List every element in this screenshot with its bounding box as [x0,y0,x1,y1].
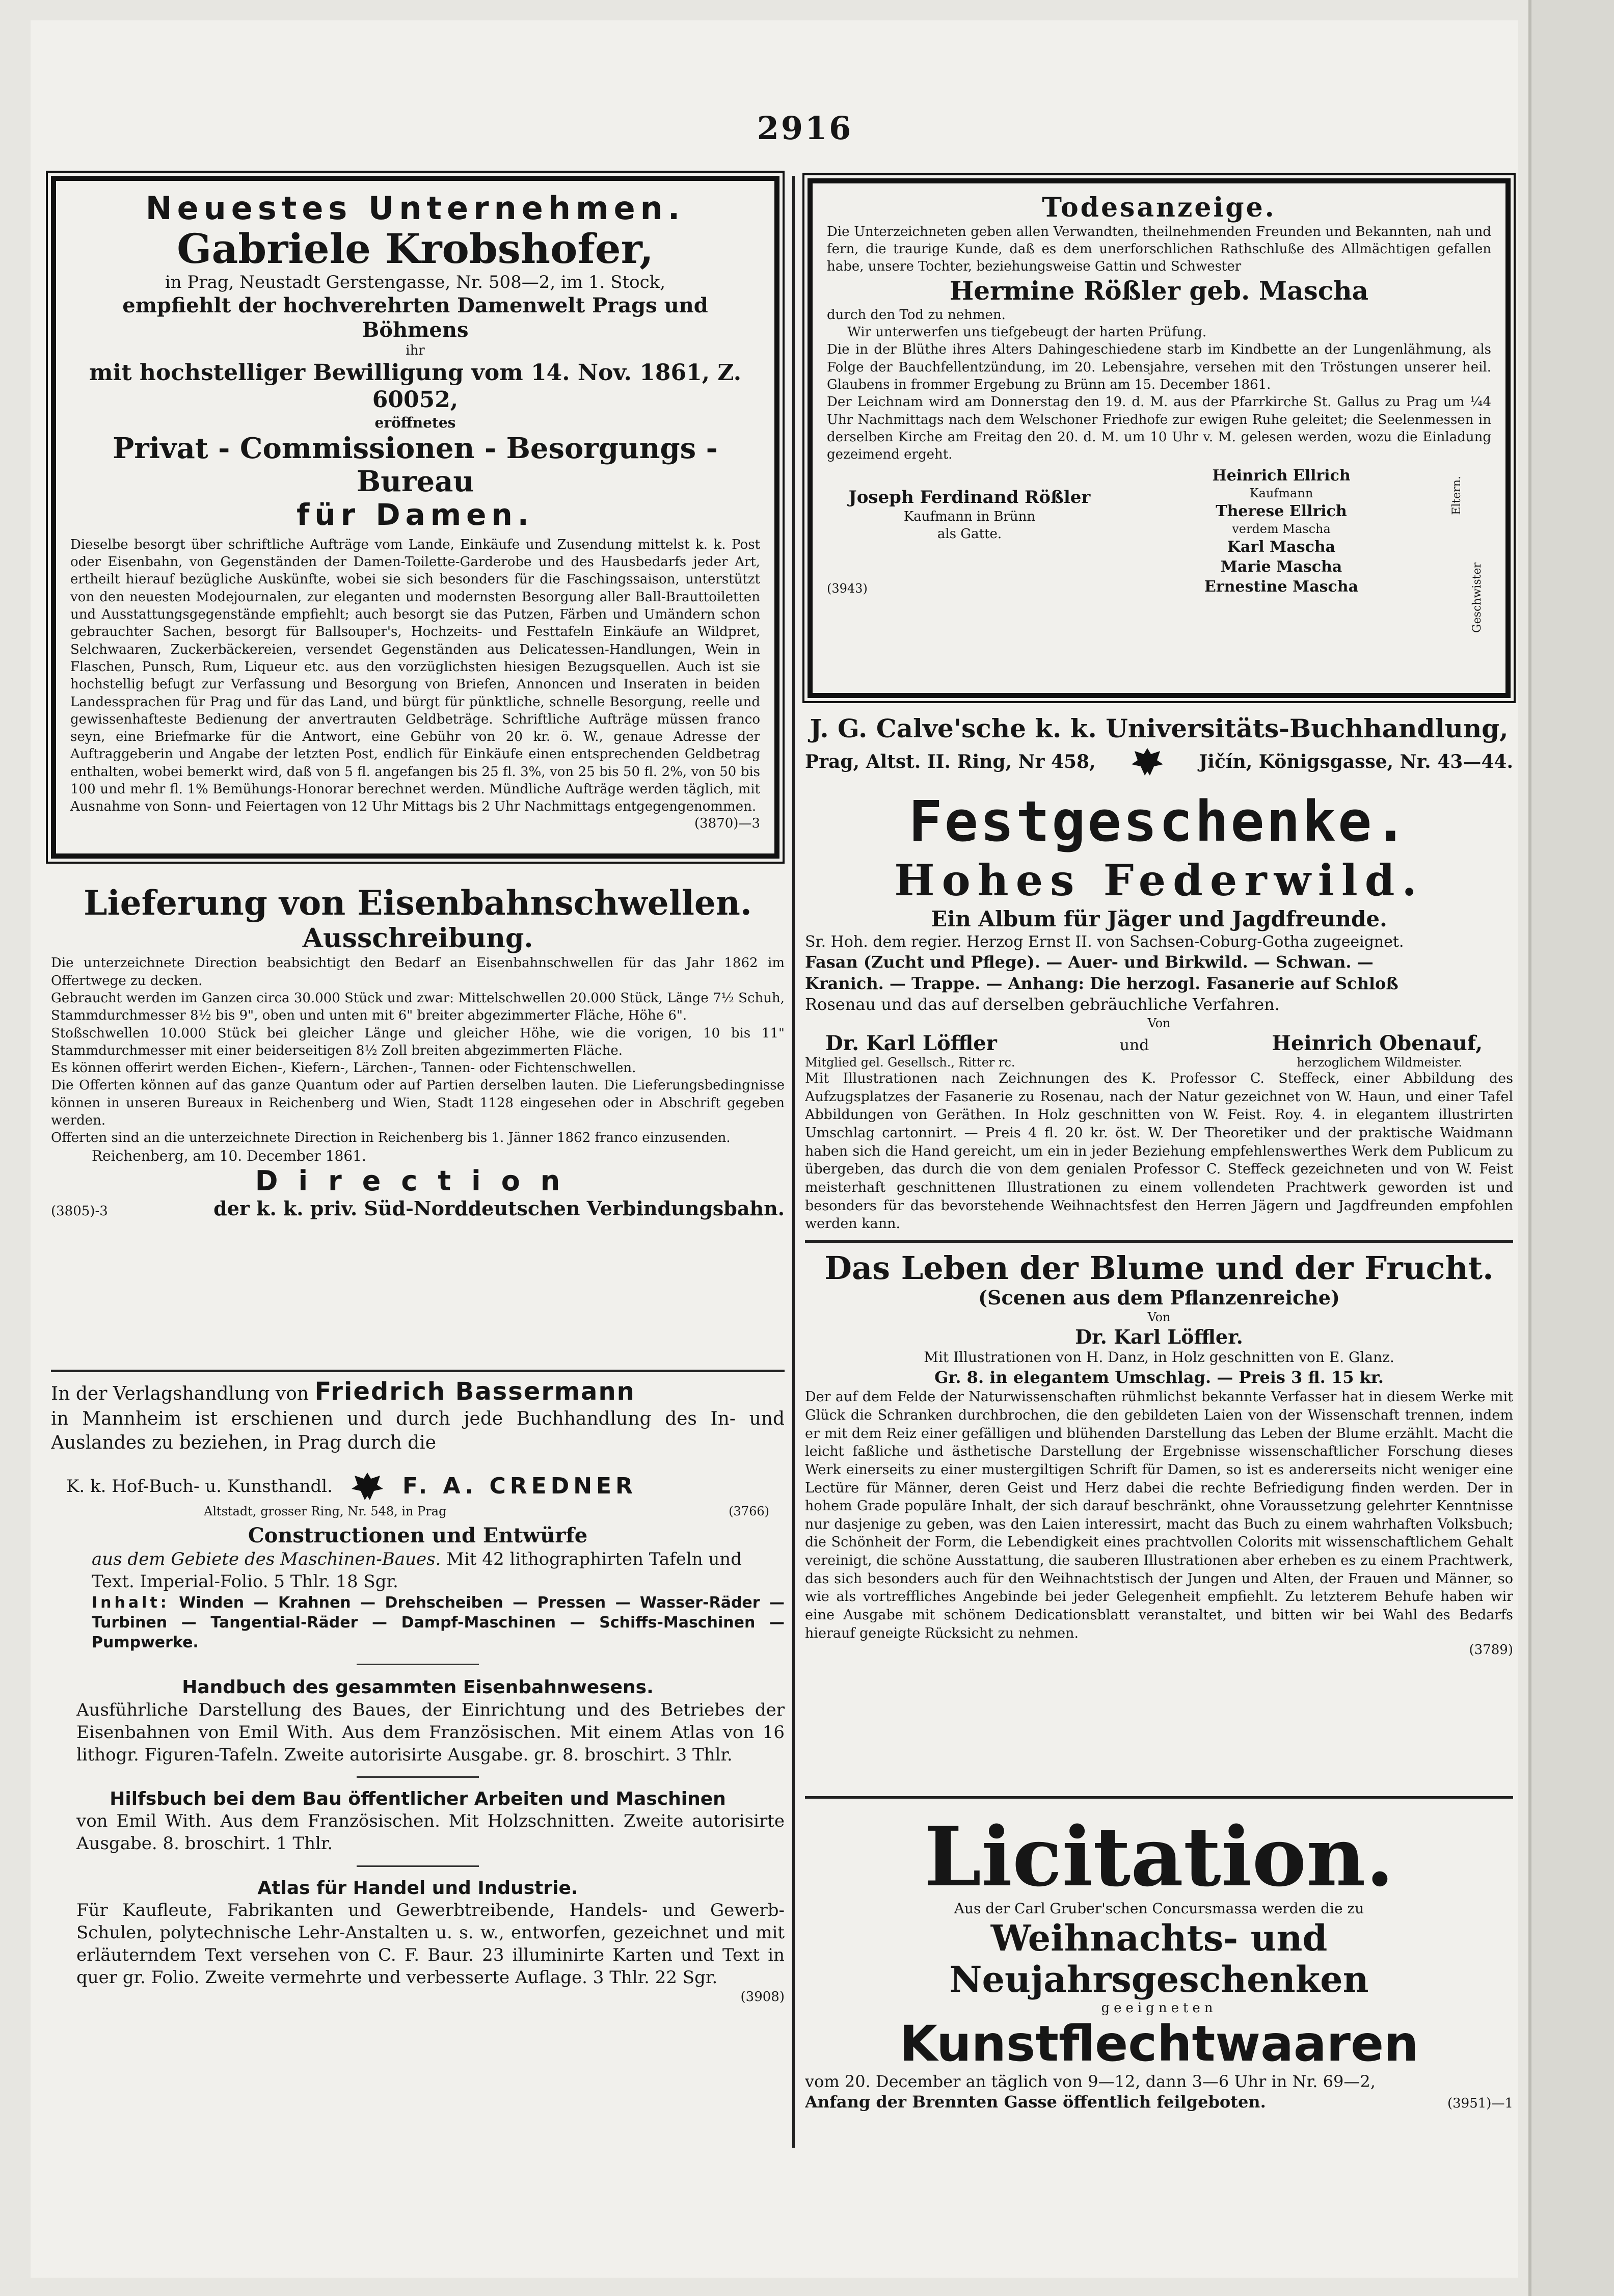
licitation-ref: (3951)—1 [1447,2096,1513,2112]
sibling1-name: Karl Mascha [1227,538,1336,556]
todesanzeige-body: Die in der Blüthe ihres Alters Dahingeschiedene starb im Kindbette an der Lungenlähmung, als Folge der Bauchfellentzündung, im 20. Lebensjahre, versehen mit den Tröstungen unserer heil. Glaubens in frommer Ergebung zu Brünn am 15. December 1861. [827,342,1491,392]
bassermann-ref: (3766) [729,1504,769,1518]
page-edge [1528,0,1614,2296]
book1-author1-role: Mitglied gel. Gesellsch., Ritter rc. [805,1055,1015,1070]
todesanzeige-funeral: Der Leichnam wird am Donnerstag den 19. d. M. aus der Pfarrkirche St. Gallus zu Prag um ¼4 Uhr Nachmittags nach dem Welschoner Friedhofe zur ewigen Ruhe geleitet; die Seelenmessen in derselben Kirche am Freitag den 20. d. M. um 10 Uhr v. M. gelesen werden, wozu die Einladung gezeimend ergeht. [827,394,1491,463]
bassermann-book1-desc: Mit 42 lithographirten Tafeln und Text. Imperial-Folio. 5 Thlr. 18 Sgr. [92,1549,742,1592]
eisenbahn-body3: Stoßschwellen 10.000 Stück bei gleicher Länge und gleicher Höhe, wie die vorigen, 10 bis 11" Stammdurchmesser mit einer beiderseitigen 8½ Zoll breiten abgezimmerten Fläche. [51,1025,785,1058]
eisenbahn-direction: Direction [255,1165,581,1197]
licitation-ad [805,1814,1513,2120]
double-eagle-emblem [1129,744,1165,780]
parent1-role: Kaufmann [1249,486,1313,500]
double-eagle-emblem [349,1469,385,1504]
licitation-line2: Weihnachts- und Neujahrsgeschenken [949,1917,1369,2000]
bassermann-intro2: in Mannheim ist erschienen und durch jede Buchhandlung des In- und Auslandes zu beziehen, in Prag durch die [51,1408,785,1454]
book1-toc-line1: Fasan (Zucht und Pflege). — Auer- und Birkwild. — Schwan. — [805,952,1374,972]
krobshofer-opened: eröffnetes [374,414,456,431]
eisenbahn-body4: Es können offerirt werden Eichen-, Kiefern-, Lärchen-, Tannen- oder Fichtenschwellen. [51,1060,636,1076]
book1-title: Hohes Federwild. [894,855,1424,905]
sibling2-name: Marie Mascha [1220,557,1342,576]
book2-price: Gr. 8. in elegantem Umschlag. — Preis 3 fl. 15 kr. [934,1367,1384,1387]
todesanzeige-ref: (3943) [827,581,868,596]
eisenbahn-place: Reichenberg, am 10. December 1861. [92,1147,366,1164]
bassermann-book4-desc: Für Kaufleute, Fabrikanten und Gewerbtreibende, Handels- und Gewerb-Schulen, polytechnische Lehr-Anstalten u. s. w., entworfen, gezeichnet und mit erläuterndem Text versehen von C. F. Baur. 23 illuminirte Karten und Text in quer gr. Folio. Zweite vermehrte und verbesserte Auflage. 3 Thlr. 22 Sgr. [76,1900,785,1988]
licitation-title: Licitation. [924,1814,1394,1905]
krobshofer-bureau: Privat - Commissionen - Besorgungs - Bureau [113,432,718,498]
bassermann-book1-sub: aus dem Gebiete des Maschinen-Baues. [92,1549,441,1569]
book2-author: Dr. Karl Löffler. [1075,1325,1243,1348]
krobshofer-ref: (3870)—3 [694,815,760,831]
krobshofer-ihr: ihr [406,343,425,359]
bassermann-khof: K. k. Hof-Buch- u. Kunsthandl. [66,1476,333,1497]
licitation-line5: vom 20. December an täglich von 9—12, dann 3—6 Uhr in Nr. 69—2, [805,2071,1376,2091]
short-rule [357,1865,479,1867]
bassermann-book4-title: Atlas für Handel und Industrie. [257,1877,578,1899]
book1-toc-line3: Rosenau und das auf derselben gebräuchliche Verfahren. [805,995,1280,1014]
book1-author2: Heinrich Obenauf, [1272,1031,1483,1056]
book1-dedication: Sr. Hoh. dem regier. Herzog Ernst II. von Sachsen-Coburg-Gotha zugeeignet. [805,933,1404,951]
licitation-line1: Aus der Carl Gruber'schen Concursmassa werden die zu [954,1900,1364,1917]
todesanzeige-intro: Die Unterzeichneten geben allen Verwandten, theilnehmenden Freunden und Bekannten, nah und fern, die traurige Kunde, daß es dem unerforschlichen Rathschluße des Allmächtigen gefallen habe, unsere Tochter, beziehungsweise Gattin und Schwester [827,224,1491,275]
page-number: 2916 [757,110,853,147]
parent2-role: verdem Mascha [1232,521,1331,536]
krobshofer-address: in Prag, Neustadt Gerstengasse, Nr. 508—2, im 1. Stock, [165,272,666,293]
divider-rule [805,1796,1513,1799]
eltern-label: Eltern. [1450,475,1463,515]
eisenbahn-body5: Die Offerten können auf das ganze Quantum oder auf Partien derselben lauten. Die Lieferungsbedingnisse können in unseren Bureaux in Reichenberg und Wien, Stadt 1128 eingesehen oder in Abschrift gegeben werden. [51,1078,785,1129]
eisenbahn-ref: (3805)-3 [51,1204,108,1219]
eisenbahn-subtitle: Ausschreibung. [302,922,533,954]
licitation-line4: Kunstflechtwaaren [899,2015,1419,2073]
bassermann-book3-desc: von Emil With. Aus dem Französischen. Mit Holzschnitten. Zweite autorisirte Ausgabe. 8. broschirt. 1 Thlr. [76,1811,785,1854]
book2-illustrations: Mit Illustrationen von H. Danz, in Holz geschnitten von E. Glanz. [924,1349,1394,1366]
krobshofer-name: Gabriele Krobshofer, [177,225,654,273]
book1-toc-line2: Kranich. — Trappe. — Anhang: Die herzogl. Fasanerie auf Schloß [805,973,1398,993]
book2-body: Der auf dem Felde der Naturwissenschaften rühmlichst bekannte Verfasser hat in diesem Werke mit Glück die Schranken durchbrochen, die den gebildeten Laien von der Wissenschaft trennen, indem er mit dem Reiz einer gefälligen und blühenden Darstellung das Leben der Blume erzählt. Macht die leicht faßliche und ästhetische Darstellung der Ergebnisse wissenschaftlicher Forschung dieses Werk einerseits zu einer mustergiltigen Schrift für Damen, so ist es andererseits nicht weniger eine Lectüre für Männer, deren Geist und Herz dabei die rechte Befriedigung finden werden. Der in hohem Grade populäre Inhalt, der sich darauf beschränkt, ohne Voraussetzung gelehrter Kenntnisse nur dasjenige zu geben, was den Laien interessirt, macht das Buch zu einem wahrhaften Volksbuch; die Schönheit der Form, die Lebendigkeit eines prachtvollen Colorits mit wissenschaftlichem Gehalt vereinigt, die schöne Ausstattung, die sauberen Illustrationen aber erheben es zu einem Prachtwerk, das sich besonders auch für den Weihnachtstisch der Jungen und Alten, der Frauen und Männer, so wie als vortreffliches Angebinde bei jeder Gelegenheit empfiehlt. Zu letzterem Behufe haben wir eine Ausgabe mit schönem Dedicationsblatt veranstaltet, und bitten wir bei Wahl des Bedarfs hierauf geneigte Rücksicht zu nehmen. [805,1389,1513,1641]
short-rule [357,1664,479,1665]
geschwister-label: Geschwister [1471,562,1484,633]
eisenbahn-title: Lieferung von Eisenbahnschwellen. [84,884,752,923]
eisenbahn-body1: Die unterzeichnete Direction beabsichtigt den Bedarf an Eisenbahnschwellen für das Jahr 1862 im Offertwege zu decken. [51,955,785,989]
krobshofer-permit: mit hochstelliger Bewilligung vom 14. Nov. 1861, Z. 60052, [89,360,742,413]
book1-author2-role: herzoglichem Wildmeister. [1297,1055,1462,1070]
calve-prag: Prag, Altst. II. Ring, Nr 458, [805,751,1096,772]
krobshofer-for-ladies: für Damen. [297,497,534,532]
krobshofer-ad [51,176,779,859]
krobshofer-headline: Neuestes Unternehmen. [145,190,685,227]
eisenbahn-body2: Gebraucht werden im Ganzen circa 30.000 Stück und zwar: Mittelschwellen 20.000 Stück, Länge 7½ Schuh, Stammdurchmesser 8½ bis 9", oben und unten mit 6" breiter abgezimmerter Fläche, Höhe 6". [51,990,785,1024]
husband-name: Joseph Ferdinand Rößler [848,487,1091,508]
calve-jicin: Jičín, Königsgasse, Nr. 43—44. [1199,751,1513,772]
licitation-line6: Anfang der Brennten Gasse öffentlich feilgeboten. [805,2092,1266,2112]
calve-festgeschenke: Festgeschenke. [908,789,1410,854]
bassermann-intro1: In der Verlagshandlung von [51,1383,309,1404]
book1-author1: Dr. Karl Löffler [825,1031,997,1056]
todesanzeige-name: Hermine Rößler geb. Mascha [950,275,1368,306]
book1-von: Von [1147,1016,1171,1030]
calve-title: J. G. Calve'sche k. k. Universitäts-Buchhandlung, [810,713,1509,743]
book1-body: Mit Illustrationen nach Zeichnungen des K. Professor C. Steffeck, einer Abbildung des Aufzugsplatzes der Fasanerie zu Rosenau, nach der Natur gezeichnet von W. Haun, und einer Tafel Abbildungen von Geräthen. In Holz geschnitten von W. Feist. Roy. 4. in elegantem illustrirten Umschlag cartonnirt. — Preis 4 fl. 20 kr. öst. W. Der Theoretiker und der praktische Waidmann haben sich die Hand gereicht, um ein in jeder Beziehung empfehlenswerthes Werk dem Publicum zu übergeben, das durch die von dem genialen Professor C. Steffeck gezeichneten und von W. Feist meisterhaft geschnittenen Illustrationen zu einem vollendeten Prachtwerk geworden ist und besonders für das bevorstehende Weihnachtsfest den Herren Jägern und Jagdfreunden empfohlen werden kann. [805,1071,1513,1232]
book1-und: und [1119,1036,1149,1055]
krobshofer-recommends: empfiehlt der hochverehrten Damenwelt Prags und Böhmens [122,293,708,342]
bassermann-inhalt-label: Inhalt: [92,1594,170,1612]
book2-title: Das Leben der Blume und der Frucht. [824,1249,1494,1287]
bassermann-ad [51,1376,785,2110]
husband-role: Kaufmann in Brünn [903,509,1036,524]
bassermann-book3-title: Hilfsbuch bei dem Bau öffentlicher Arbeiten und Maschinen [110,1788,726,1810]
calve-ref: (3789) [1469,1642,1513,1658]
column-rule [792,176,795,2148]
eisenbahn-body6: Offerten sind an die unterzeichnete Direction in Reichenberg bis 1. Jänner 1862 franco einzusenden. [51,1130,731,1146]
todesanzeige-death: durch den Tod zu nehmen. [827,307,1006,323]
short-rule [357,1776,479,1778]
section-rule [805,1240,1513,1243]
calve-ad [805,713,1513,1732]
bassermann-book2-title: Handbuch des gesammten Eisenbahnwesens. [182,1677,654,1698]
parent2-name: Therese Ellrich [1216,502,1347,520]
bassermann-publisher: Friedrich Bassermann [314,1377,635,1406]
licitation-line3: geeigneten [1101,2000,1217,2016]
todesanzeige-ad [808,178,1511,698]
eisenbahn-ad [51,884,785,1366]
todesanzeige-title: Todesanzeige. [1042,192,1276,223]
krobshofer-body: Dieselbe besorgt über schriftliche Aufträge vom Lande, Einkäufe und Zusendung mittelst k. k. Post oder Eisenbahn, von Gegenständen der Damen-Toilette-Garderobe und des Hausbedarfs jeder Art, ertheilt hierauf bezügliche Auskünfte, wobei sie sich besonders für die Faschingssaison, unterstützt von den neuesten Modejournalen, zur eleganten und modernsten Besorgung aller Ball-Brauttoiletten und Ausstattungsgegenstände empfiehlt; auch besorgt sie das Putzen, Färben und Umändern schon gebrauchter Sachen, besorgt für Ballsouper's, Hochzeits- und Festtafeln Einkäufe an Wildpret, Selchwaaren, Zuckerbäckereien, versendet Gegenständen aus Delicatessen-Handlungen, Wein in Flaschen, Punsch, Rum, Liqueur etc. aus den vorzüglichsten hiesigen Bezugsquellen. Auch ist sie hochstellig befugt zur Verfassung und Besorgung von Briefen, Annoncen und Inseraten in beiden Landessprachen für Prag und für das Land, und bürgt für pünktliche, schnelle Besorgung, reelle und gewissenhafteste Bedienung der anvertrauten Geldbeträge. Schriftliche Aufträge müssen franco seyn, eine Briefmarke für die Antwort, eine Gebühr von 20 kr. ö. W., genaue Adresse der Auftraggeberin und Angabe der letzten Post, endlich für Einkäufe einen entsprechenden Geldbetrag enthalten, wobei bemerkt wird, daß von 5 fl. angefangen bis 25 fl. 3%, von 25 bis 50 fl. 2%, von 50 bis 100 und mehr fl. 1% Bemühungs-Honorar berechnet werden. Mündliche Aufträge werden täglich, mit Ausnahme von Sonn- und Feiertagen von 12 Uhr Mittags bis 2 Uhr Nachmittags entgegengenommen. [70,537,760,815]
book2-subtitle: (Scenen aus dem Pflanzenreiche) [978,1286,1340,1310]
bassermann-ref2: (3908) [740,1989,785,2005]
bassermann-address: Altstadt, grosser Ring, Nr. 548, in Prag [204,1504,447,1518]
todesanzeige-submit: Wir unterwerfen uns tiefgebeugt der harten Prüfung. [847,325,1207,340]
parent1-name: Heinrich Ellrich [1212,466,1351,485]
sibling3-name: Ernestine Mascha [1204,577,1359,596]
bassermann-inhalt: Winden — Krahnen — Drehscheiben — Pressen — Wasser-Räder — Turbinen — Tangential-Räder — Dampf-Maschinen — Schiffs-Maschinen — Pumpwerke. [92,1594,785,1652]
bassermann-credner: F. A. CREDNER [402,1473,637,1500]
book1-subtitle: Ein Album für Jäger und Jagdfreunde. [931,906,1387,931]
divider-rule [51,1370,785,1372]
eisenbahn-company: der k. k. priv. Süd-Norddeutschen Verbindungsbahn. [213,1197,785,1220]
husband-relation: als Gatte. [937,526,1002,542]
bassermann-book2-desc: Ausführliche Darstellung des Baues, der Einrichtung und des Betriebes der Eisenbahnen von Emil With. Aus dem Französischen. Mit einem Atlas von 16 lithogr. Figuren-Tafeln. Zweite autorisirte Ausgabe. gr. 8. broschirt. 3 Thlr. [76,1699,785,1765]
bassermann-book1-title: Constructionen und Entwürfe [248,1523,588,1547]
book2-von: Von [1147,1310,1171,1324]
